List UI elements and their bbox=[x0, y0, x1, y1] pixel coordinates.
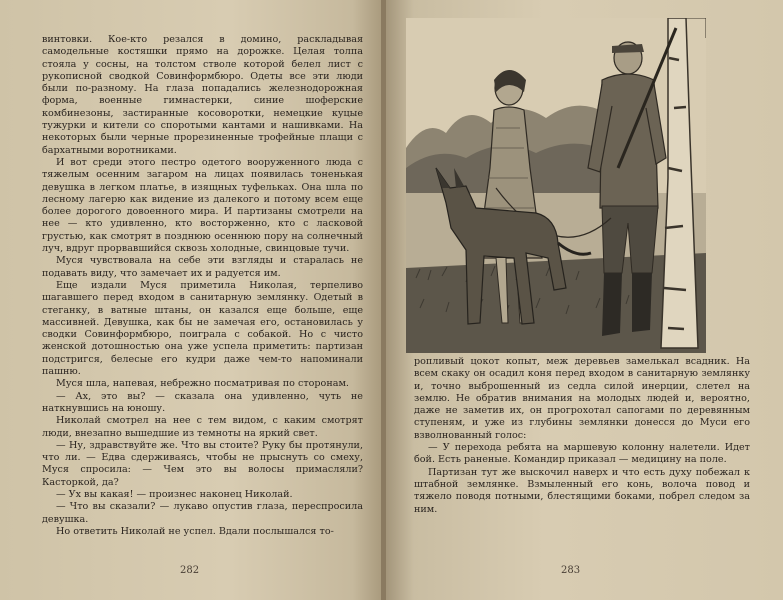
partisan-illustration bbox=[406, 18, 706, 353]
paragraph: — Ну, здравствуйте же. Что вы стоите? Руку бы протянули, что ли. — Едва сдерживаясь, чтобы не прыснуть со смеху, Муся спросила: — Чем это вы волосы примасляли? Касторкой, да? bbox=[42, 439, 363, 488]
right-page-text bbox=[414, 356, 750, 516]
left-page-text bbox=[42, 34, 363, 538]
paragraph: Муся шла, напевая, небрежно посматривая по сторонам. bbox=[56, 378, 349, 390]
paragraph: — Ах, это вы? — сказала она удивленно, чуть не наткнувшись на юношу. bbox=[42, 390, 363, 414]
right-page bbox=[386, 0, 783, 600]
page-number-left: 282 bbox=[180, 565, 200, 576]
paragraph: Муся чувствовала на себе эти взгляды и старалась не подавать виду, что замечает их и радуется им. bbox=[42, 255, 363, 279]
left-page bbox=[0, 0, 383, 600]
paragraph: — Ух вы какая! — произнес наконец Николай. bbox=[56, 488, 293, 500]
paragraph: Но ответить Николай не успел. Вдали послышался то- bbox=[56, 525, 334, 537]
page-number-right: 283 bbox=[561, 565, 581, 576]
paragraph: — У перехода ребята на маршевую колонну налетели. Идет бой. Есть раненые. Командир приказал — медицину на поле. bbox=[414, 442, 750, 466]
paragraph: винтовки. Кое-кто резался в домино, раскладывая самодельные костяшки прямо на дорожке. Целая толпа стояла у сосны, на толстом стволе которой белел лист с рукописной сводкой Совинформбюро. Одеты все эти люди были по-разному. На глаза попадались железнодорожная форма, военные гимнастерки, синие шоферские комбинезоны, застиранные косоворотки, немецкие куцые тужурки и кители со споротыми кантами и нашивками. На некоторых были черные прорезиненные трофейные плащи с бархатными воротниками. bbox=[42, 34, 363, 156]
paragraph: И вот среди этого пестро одетого вооруженного люда с тяжелым осенним загаром на лицах появилась тоненькая девушка в легком платье, в изящных туфельках. Она шла по лесному лагерю как видение из далекого и потому всем еще более дорогого довоенного мира. И партизаны смотрели на нее — кто удивленно, кто восторженно, кто с ласковой грустью, как смотрят в позднюю осеннюю пору на солнечный луч, вдруг прорвавшийся сквозь холодные, свинцовые тучи. bbox=[42, 156, 363, 255]
paragraph: Партизан тут же выскочил наверх и что есть духу побежал к штабной землянке. Взмыленный его конь, волоча повод и тяжело поводя потными, блестящими боками, побрел следом за ним. bbox=[414, 466, 750, 515]
paragraph: Николай смотрел на нее с тем видом, с каким смотрят люди, внезапно вышедшие из темноты на яркий свет. bbox=[42, 415, 363, 439]
paragraph: ропливый цокот копыт, меж деревьев замелькал всадник. На всем скаку он осадил коня перед входом в санитарную землянку и, точно выброшенный из седла силой инерции, слетел на землю. Не обратив внимания на молодых людей и, вероятно, даже не заметив их, он прогрохотал сапогами по деревянным ступеням, и уже из глубины землянки донесся до Муси его взволнованный голос: bbox=[414, 356, 750, 441]
paragraph: — Что вы сказали? — лукаво опустив глаза, переспросила девушка. bbox=[42, 501, 363, 525]
paragraph: Еще издали Муся приметила Николая, терпеливо шагавшего перед входом в санитарную землянку. Одетый в стеганку, в ватные штаны, он казался еще больше, еще массивней. Девушка, как бы не замечая его, остановилась у сводки Совинформбюро, поиграла с собакой. Но с чисто женской дотошностью она уже успела приметить: партизан подстригся, белесые его кудри даже чем-то напоминали пашню. bbox=[42, 279, 363, 378]
